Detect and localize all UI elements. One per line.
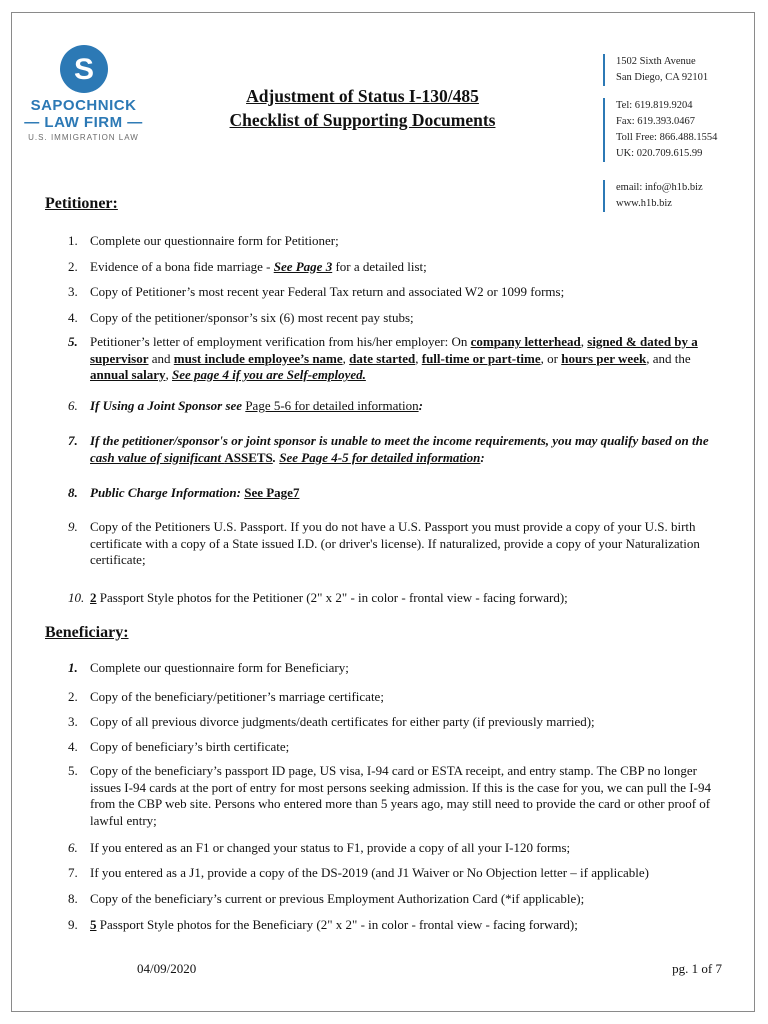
phone-fax: Fax: 619.393.0467	[616, 116, 696, 127]
phone-tel: Tel: 619.819.9204	[616, 100, 693, 111]
logo-mark-letter: S	[73, 53, 94, 86]
beneficiary-item-4: 4. Copy of beneficiary’s birth certificate;	[68, 739, 290, 754]
website-link[interactable]: www.h1b.biz	[616, 198, 672, 209]
joint-sponsor-link[interactable]: Page 5-6 for detailed information	[245, 398, 419, 413]
phone-uk: UK: 020.709.615.99	[616, 148, 703, 159]
petitioner-heading: Petitioner:	[45, 195, 118, 212]
page-border	[11, 12, 755, 1012]
firm-logo	[21, 44, 146, 154]
address-block	[603, 54, 708, 86]
petitioner-item-9: 9. Copy of the Petitioners U.S. Passport. If you do not have a U.S. Passport you must provide a copy of your U.S. birth certificate with a copy of a State issued I.D. (or driver's license). If naturalized, provide a copy of your Naturalization certificate;	[68, 519, 700, 567]
address-line: 1502 Sixth Avenue	[616, 56, 696, 67]
petitioner-item-1: 1. Complete our questionnaire form for Petitioner;	[68, 233, 339, 248]
beneficiary-item-8: 8. Copy of the beneficiary’s current or previous Employment Authorization Card (*if applicable);	[68, 891, 585, 906]
beneficiary-item-2: 2. Copy of the beneficiary/petitioner’s marriage certificate;	[68, 689, 384, 704]
document-title-line-1: Adjustment of Status I-130/485	[246, 86, 479, 106]
petitioner-item-5: 5. Petitioner’s letter of employment verification from his/her employer: On company letterhead, signed & dated by a supervisor and must include employee’s name, date started, full-time or part-time, or hours per week, and the annual salary, See page 4 if you are Self-employed.	[68, 334, 698, 382]
public-charge-link[interactable]: See Page7	[244, 485, 300, 500]
phone-block	[603, 98, 717, 162]
petitioner-item-2: 2. Evidence of a bona fide marriage - See Page 3 for a detailed list;	[68, 259, 427, 274]
self-employed-link[interactable]: See page 4 if you are Self-employed.	[172, 367, 366, 382]
petitioner-item-7: 7. If the petitioner/sponsor's or joint sponsor is unable to meet the income requirements, you may qualify based on the cash value of significant ASSETS. See Page 4-5 for detailed information:	[68, 433, 709, 465]
web-block	[603, 180, 703, 212]
address-line: San Diego, CA 92101	[616, 72, 709, 83]
beneficiary-item-9: 9. 5 Passport Style photos for the Beneficiary (2" x 2" - in color - frontal view - facing forward);	[68, 917, 578, 932]
beneficiary-item-3: 3. Copy of all previous divorce judgments/death certificates for either party (if previously married);	[68, 714, 595, 729]
petitioner-item-3: 3. Copy of Petitioner’s most recent year Federal Tax return and associated W2 or 1099 forms;	[68, 284, 565, 299]
beneficiary-item-6: 6. If you entered as an F1 or changed your status to F1, provide a copy of all your I-120 forms;	[68, 840, 571, 855]
phone-toll-free: Toll Free: 866.488.1554	[616, 132, 718, 143]
petitioner-item-8: 8. Public Charge Information: See Page7	[68, 485, 300, 500]
beneficiary-heading: Beneficiary:	[45, 624, 129, 641]
document-title-line-2: Checklist of Supporting Documents	[229, 110, 496, 130]
assets-info-link[interactable]: See Page 4-5 for detailed information	[279, 449, 481, 465]
see-page-3-link[interactable]: See Page 3	[273, 259, 333, 274]
beneficiary-item-1: 1. Complete our questionnaire form for Beneficiary;	[68, 660, 349, 675]
footer-date: 04/09/2020	[137, 961, 197, 976]
beneficiary-item-7: 7. If you entered as a J1, provide a copy of the DS-2019 (and J1 Waiver or No Objection letter – if applicable)	[68, 865, 649, 880]
logo-line-2: — LAW FIRM —	[24, 114, 143, 131]
email-address[interactable]: email: info@h1b.biz	[616, 182, 703, 193]
petitioner-item-10: 10. 2 Passport Style photos for the Petitioner (2" x 2" - in color - frontal view - facing forward);	[68, 590, 568, 605]
petitioner-item-6: 6. If Using a Joint Sponsor see Page 5-6 for detailed information:	[68, 398, 423, 413]
beneficiary-item-5: 5. Copy of the beneficiary’s passport ID page, US visa, I-94 card or ESTA receipt, and entry stamp. The CBP no longer issues I-94 cards at the port of entry for most persons seeking admission. If this is the case for you, we can pull the I-94 from the CBP web site. Persons who entered more than 5 years ago, may still need to provide the card or other proof of lawful entry;	[68, 763, 711, 828]
logo-line-3: U.S. IMMIGRATION LAW	[28, 133, 139, 142]
petitioner-item-4: 4. Copy of the petitioner/sponsor’s six (6) most recent pay stubs;	[68, 310, 414, 325]
footer-page-number: pg. 1 of 7	[672, 961, 722, 976]
firm-logo-icon	[59, 44, 109, 94]
logo-line-1: SAPOCHNICK	[30, 97, 137, 114]
